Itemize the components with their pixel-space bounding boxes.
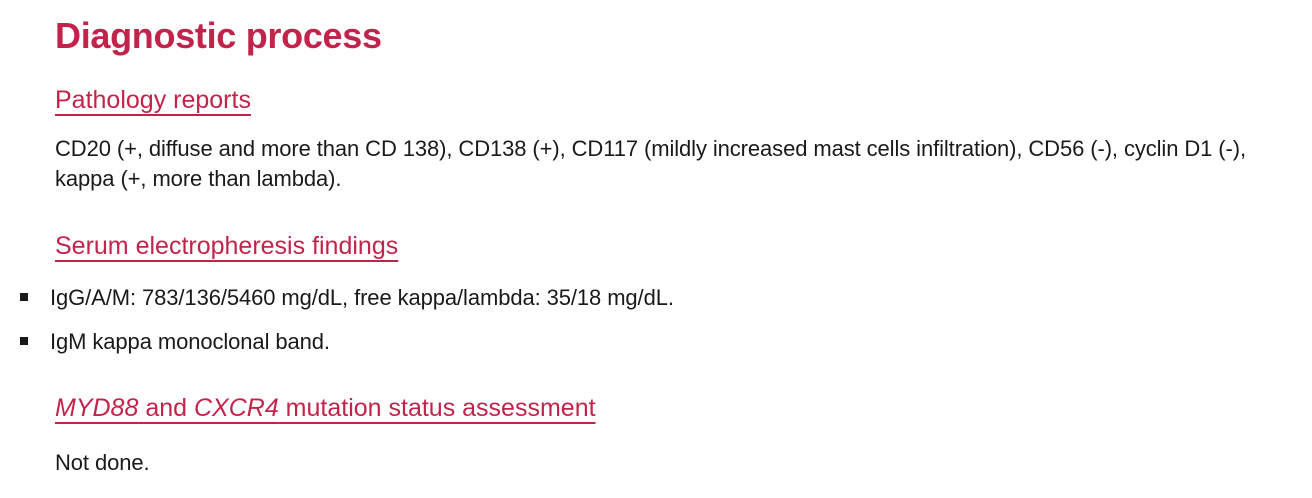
heading-text-segment: mutation status assessment xyxy=(278,394,596,422)
heading-text-segment: and xyxy=(138,394,194,422)
list-item xyxy=(50,327,1294,357)
serum-electropheresis-link[interactable]: Serum electropheresis findings xyxy=(55,232,399,260)
list-item-text: IgG/A/M: 783/136/5460 mg/dL, free kappa/lambda: 35/18 mg/dL. xyxy=(50,285,674,310)
bullet-square-icon xyxy=(20,293,28,301)
section-heading-mutation xyxy=(55,392,1294,424)
pathology-findings-text: CD20 (+, diffuse and more than CD 138), CD138 (+), CD117 (mildly increased mast cells infiltration), CD56 (-), cyclin D1 (-), kappa (+, more than lambda). xyxy=(55,136,1246,191)
gene-name-myd88: MYD88 xyxy=(55,394,139,422)
list-item-text: IgM kappa monoclonal band. xyxy=(50,329,330,354)
section-heading-serum xyxy=(55,230,1294,262)
mutation-status-text: Not done. xyxy=(55,450,150,475)
pathology-reports-link[interactable]: Pathology reports xyxy=(55,86,251,114)
page-title: Diagnostic process xyxy=(55,15,382,56)
mutation-status-link[interactable] xyxy=(55,394,596,422)
gene-name-cxcr4: CXCR4 xyxy=(193,394,279,422)
serum-findings-list xyxy=(50,283,1294,357)
bullet-square-icon xyxy=(20,337,28,345)
list-item xyxy=(50,283,1294,313)
section-heading-pathology xyxy=(55,84,1294,116)
